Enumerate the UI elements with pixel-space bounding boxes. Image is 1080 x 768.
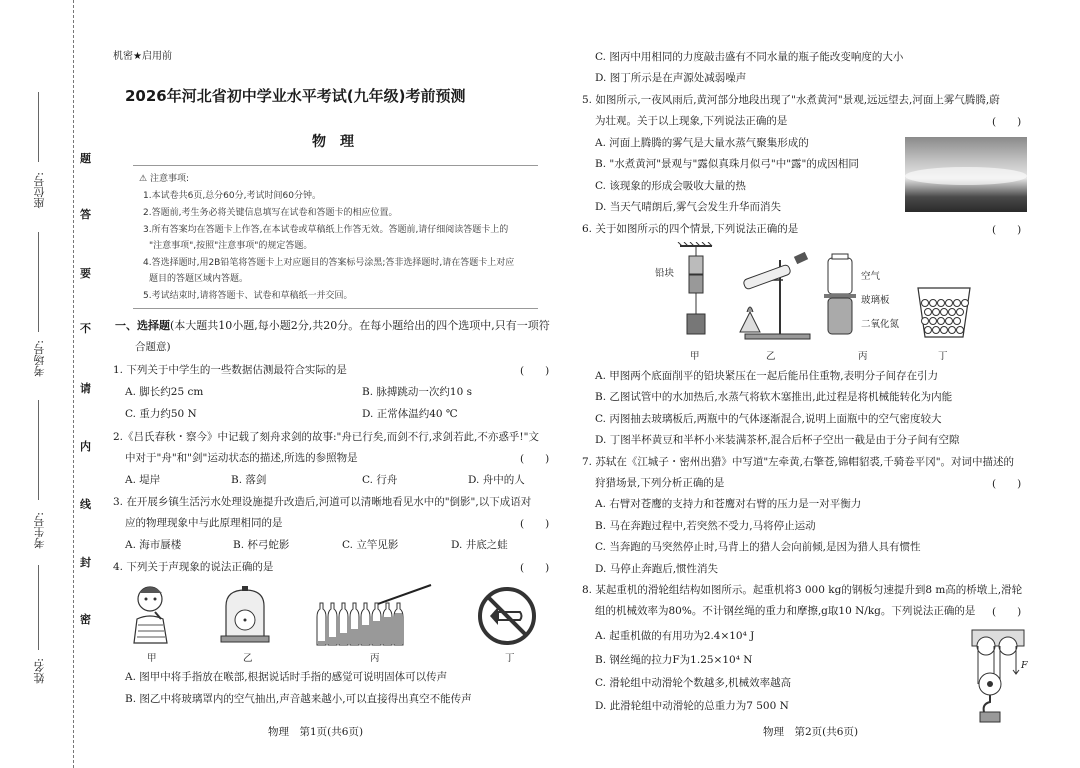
seal-char: 题	[80, 148, 91, 168]
q7-option-d[interactable]: D. 马停止奔跑后,惯性消失	[595, 563, 719, 575]
q3-answer-blank[interactable]: ( )	[520, 518, 550, 530]
q5-stem: 5. 如图所示,一夜风雨后,黄河部分地段出现了"水煮黄河"景观,远远望去,河面上雾气腾腾,蔚	[582, 94, 1000, 106]
seal-char: 要	[80, 263, 91, 283]
lead-blocks-figure	[676, 242, 716, 342]
q3-stem-cont: 应的物理现象中与此原理相同的是	[125, 517, 283, 529]
bean	[925, 327, 932, 334]
q2-option-a[interactable]: A. 堤岸	[125, 474, 161, 486]
bean	[946, 300, 953, 307]
footer-left: 物理 第1页(共6页)	[268, 726, 364, 738]
seat-number-label: 座位号:	[33, 172, 46, 209]
name-label: 姓名:	[33, 658, 46, 684]
q6-option-c[interactable]: C. 丙图抽去玻璃板后,两瓶中的气体逐渐混合,说明上面瓶中的空气密度较大	[595, 413, 942, 425]
subject-title: 物 理	[312, 134, 354, 150]
bean	[941, 327, 948, 334]
bean	[949, 327, 956, 334]
q7-answer-blank[interactable]: ( )	[992, 478, 1022, 490]
q3-stem: 3. 在开展乡镇生活污水处理设施提升改造后,河道可以清晰地看见水中的"倒影",以下成语对	[113, 496, 532, 508]
footer-right: 物理 第2页(共6页)	[763, 726, 859, 738]
candidate-number-label: 考生号:	[33, 512, 46, 549]
name-line[interactable]	[38, 565, 39, 650]
bottle-water	[362, 625, 369, 645]
test-tube-figure	[725, 250, 815, 342]
force-f-label: F	[1021, 660, 1028, 671]
bean	[922, 300, 929, 307]
exam-room-line[interactable]	[38, 232, 39, 332]
q8-option-b[interactable]: B. 钢丝绳的拉力F为1.25×10⁴ N	[595, 654, 753, 666]
seal-char: 不	[80, 318, 91, 338]
seal-dashed-line	[73, 0, 74, 768]
bottles-figure	[313, 583, 433, 648]
bean	[933, 309, 940, 316]
q4-option-b[interactable]: B. 图乙中将玻璃罩内的空气抽出,声音越来越小,可以直接得出真空不能传声	[125, 693, 472, 705]
no-horn-sign-figure	[476, 585, 538, 647]
q3-option-b[interactable]: B. 杯弓蛇影	[233, 539, 290, 551]
seal-char: 封	[80, 552, 91, 572]
bean	[941, 309, 948, 316]
lead-block-label: 铅块	[655, 268, 675, 279]
q7-option-c[interactable]: C. 当奔跑的马突然停止时,马背上的猎人会向前倾,是因为猎人具有惯性	[595, 541, 921, 553]
q1-option-b[interactable]: B. 脉搏跳动一次约10 s	[362, 386, 472, 398]
bean	[938, 300, 945, 307]
q5-answer-blank[interactable]: ( )	[992, 116, 1022, 128]
notice-item: 2.答题前,考生务必将关键信息填写在试卷和答题卡的相应位置。	[143, 208, 398, 218]
binding-strip	[0, 0, 100, 768]
q5-option-a[interactable]: A. 河面上腾腾的雾气是大量水蒸气聚集形成的	[595, 137, 809, 149]
q5-option-b[interactable]: B. "水煮黄河"景观与"露似真珠月似弓"中"露"的成因相同	[595, 158, 859, 170]
figure-label: 甲	[690, 351, 700, 362]
q3-option-d[interactable]: D. 井底之蛙	[451, 539, 508, 551]
bottle-water	[318, 641, 325, 645]
q1-option-d[interactable]: D. 正常体温约40 ℃	[362, 408, 458, 420]
bean	[925, 309, 932, 316]
bean	[949, 309, 956, 316]
q6-answer-blank[interactable]: ( )	[992, 224, 1022, 236]
seal-char: 请	[80, 378, 91, 398]
bell-jar-figure	[218, 586, 273, 648]
bottle-water	[329, 637, 336, 645]
q8-stem-cont: 组的机械效率为80%。不计钢丝绳的重力和摩擦,g取10 N/kg。下列说法正确的是	[595, 605, 976, 617]
bean	[957, 309, 964, 316]
river-mist-photo	[905, 137, 1027, 212]
beans-cup-figure	[915, 285, 973, 340]
section-desc-cont: 合题意)	[135, 341, 171, 353]
exam-room-label: 考场号:	[33, 340, 46, 377]
notice-item: "注意事项",按照"注意事项"的规定答题。	[149, 241, 313, 251]
q1-stem: 1. 下列关于中学生的一些数据估测最符合实际的是	[113, 364, 347, 376]
gas-jars-figure	[820, 252, 860, 344]
section-heading: 一、选择题(本大题共10小题,每小题2分,共20分。在每小题给出的四个选项中,只有一项符	[115, 319, 550, 332]
q4-answer-blank[interactable]: ( )	[520, 562, 550, 574]
seal-char: 内	[80, 436, 91, 456]
q2-option-b[interactable]: B. 落剑	[231, 474, 267, 486]
q4-option-d[interactable]: D. 图丁所示是在声源处减弱噪声	[595, 72, 747, 84]
q8-option-a[interactable]: A. 起重机做的有用功为2.4×10⁴ J	[595, 630, 755, 642]
candidate-number-line[interactable]	[38, 400, 39, 500]
bottle-water	[395, 613, 402, 645]
bean	[938, 318, 945, 325]
figure-label: 乙	[243, 653, 253, 664]
q2-answer-blank[interactable]: ( )	[520, 453, 550, 465]
seat-number-line[interactable]	[38, 92, 39, 162]
q4-option-c[interactable]: C. 图丙中用相同的力度敲击盛有不同水量的瓶子能改变响度的大小	[595, 51, 904, 63]
bean	[957, 327, 964, 334]
q5-option-c[interactable]: C. 该现象的形成会吸收大量的热	[595, 180, 746, 192]
q5-stem-cont: 为壮观。关于以上现象,下列说法正确的是	[595, 115, 788, 127]
bean	[933, 327, 940, 334]
notice-item: 3.所有答案均在答题卡上作答,在本试卷或草稿纸上作答无效。答题前,请仔细阅读答题卡上的	[143, 225, 509, 235]
q2-option-c[interactable]: C. 行舟	[362, 474, 398, 486]
pulley-block-figure	[970, 628, 1032, 724]
notice-box	[133, 165, 538, 309]
q2-stem: 2.《吕氏春秋・察今》中记载了刻舟求剑的故事:"舟已行矣,而剑不行,求剑若此,不亦惑乎!"文	[113, 431, 539, 443]
q1-option-c[interactable]: C. 重力约50 N	[125, 408, 197, 420]
figure-label: 丁	[505, 653, 515, 664]
notice-item: 1.本试卷共6页,总分60分,考试时间60分钟。	[143, 191, 321, 201]
notice-item: 题目的答题区域内答题。	[149, 274, 249, 284]
figure-label: 丙	[858, 351, 868, 362]
bean	[962, 300, 969, 307]
q3-option-a[interactable]: A. 海市蜃楼	[125, 539, 182, 551]
glass-plate-label: 玻璃板	[861, 295, 890, 306]
q1-answer-blank[interactable]: ( )	[520, 365, 550, 377]
person-throat-figure	[125, 583, 175, 648]
q6-option-a[interactable]: A. 甲图两个底面削平的铅块紧压在一起后能吊住重物,表明分子间存在引力	[595, 370, 939, 382]
q4-option-a[interactable]: A. 图甲中将手指放在喉部,根据说话时手指的感觉可说明固体可以传声	[125, 671, 448, 683]
bean	[930, 300, 937, 307]
bean	[946, 318, 953, 325]
bottle-water	[340, 633, 347, 645]
warning-icon: ⚠	[139, 174, 148, 184]
bean	[954, 318, 961, 325]
figure-label: 乙	[766, 351, 776, 362]
q2-stem-cont: 中对于"舟"和"剑"运动状态的描述,所选的参照物是	[125, 452, 358, 464]
figure-label: 丙	[370, 653, 380, 664]
q7-option-b[interactable]: B. 马在奔跑过程中,若突然不受力,马将停止运动	[595, 520, 816, 532]
q7-stem: 7. 苏轼在《江城子・密州出猎》中写道"左牵黄,右擎苍,锦帽貂裘,千骑卷平冈"。对词中描述的	[582, 456, 1015, 468]
no2-label: 二氧化氮	[861, 319, 900, 330]
air-label: 空气	[861, 271, 881, 282]
q3-option-c[interactable]: C. 立竿见影	[342, 539, 399, 551]
q5-option-d[interactable]: D. 当天气晴朗后,雾气会发生升华而消失	[595, 201, 782, 213]
q7-option-a[interactable]: A. 右臂对苍鹰的支持力和苍鹰对右臂的压力是一对平衡力	[595, 498, 862, 510]
bottle	[317, 603, 326, 645]
seal-char: 密	[80, 609, 91, 629]
confidential-label: 机密★启用前	[113, 51, 172, 62]
figure-label: 甲	[147, 653, 157, 664]
q6-stem: 6. 关于如图所示的四个情景,下列说法正确的是	[582, 223, 799, 235]
figure-label: 丁	[938, 351, 948, 362]
q8-answer-blank[interactable]: ( )	[992, 606, 1022, 618]
notice-item: 5.考试结束时,请将答题卡、试卷和草稿纸一并交回。	[143, 291, 353, 301]
q8-option-d[interactable]: D. 此滑轮组中动滑轮的总重力为7 500 N	[595, 700, 789, 712]
q6-option-b[interactable]: B. 乙图试管中的水加热后,水蒸气将软木塞推出,此过程是将机械能转化为内能	[595, 391, 953, 403]
notice-title: 注意事项:	[149, 174, 189, 184]
q8-stem: 8. 某起重机的滑轮组结构如图所示。起重机将3 000 kg的钢板匀速提升到8 m高的桥墩上,滑轮	[582, 584, 1023, 596]
q7-stem-cont: 狩猎场景,下列分析正确的是	[595, 477, 725, 489]
seal-char: 线	[80, 494, 91, 514]
bottle-water	[351, 629, 358, 645]
q8-option-c[interactable]: C. 滑轮组中动滑轮个数越多,机械效率越高	[595, 677, 792, 689]
bean	[922, 318, 929, 325]
exam-title: 2026年河北省初中学业水平考试(九年级)考前预测	[125, 87, 466, 105]
bottle-water	[373, 621, 380, 645]
q6-option-d[interactable]: D. 丁图半杯黄豆和半杯小米装满茶杯,混合后杯子空出一截是由于分子间有空隙	[595, 434, 960, 446]
q2-option-d[interactable]: D. 舟中的人	[468, 474, 525, 486]
bean	[930, 318, 937, 325]
notice-heading	[139, 173, 189, 185]
q4-stem: 4. 下列关于声现象的说法正确的是	[113, 561, 274, 573]
seal-char: 答	[80, 204, 91, 224]
bottle-row	[317, 603, 403, 645]
notice-item: 4.答选择题时,用2B铅笔将答题卡上对应题目的答案标号涂黑;答非选择题时,请在答题卡上对应	[143, 258, 515, 268]
bottle-water	[384, 617, 391, 645]
q1-option-a[interactable]: A. 脚长约25 cm	[125, 386, 204, 398]
bean	[954, 300, 961, 307]
